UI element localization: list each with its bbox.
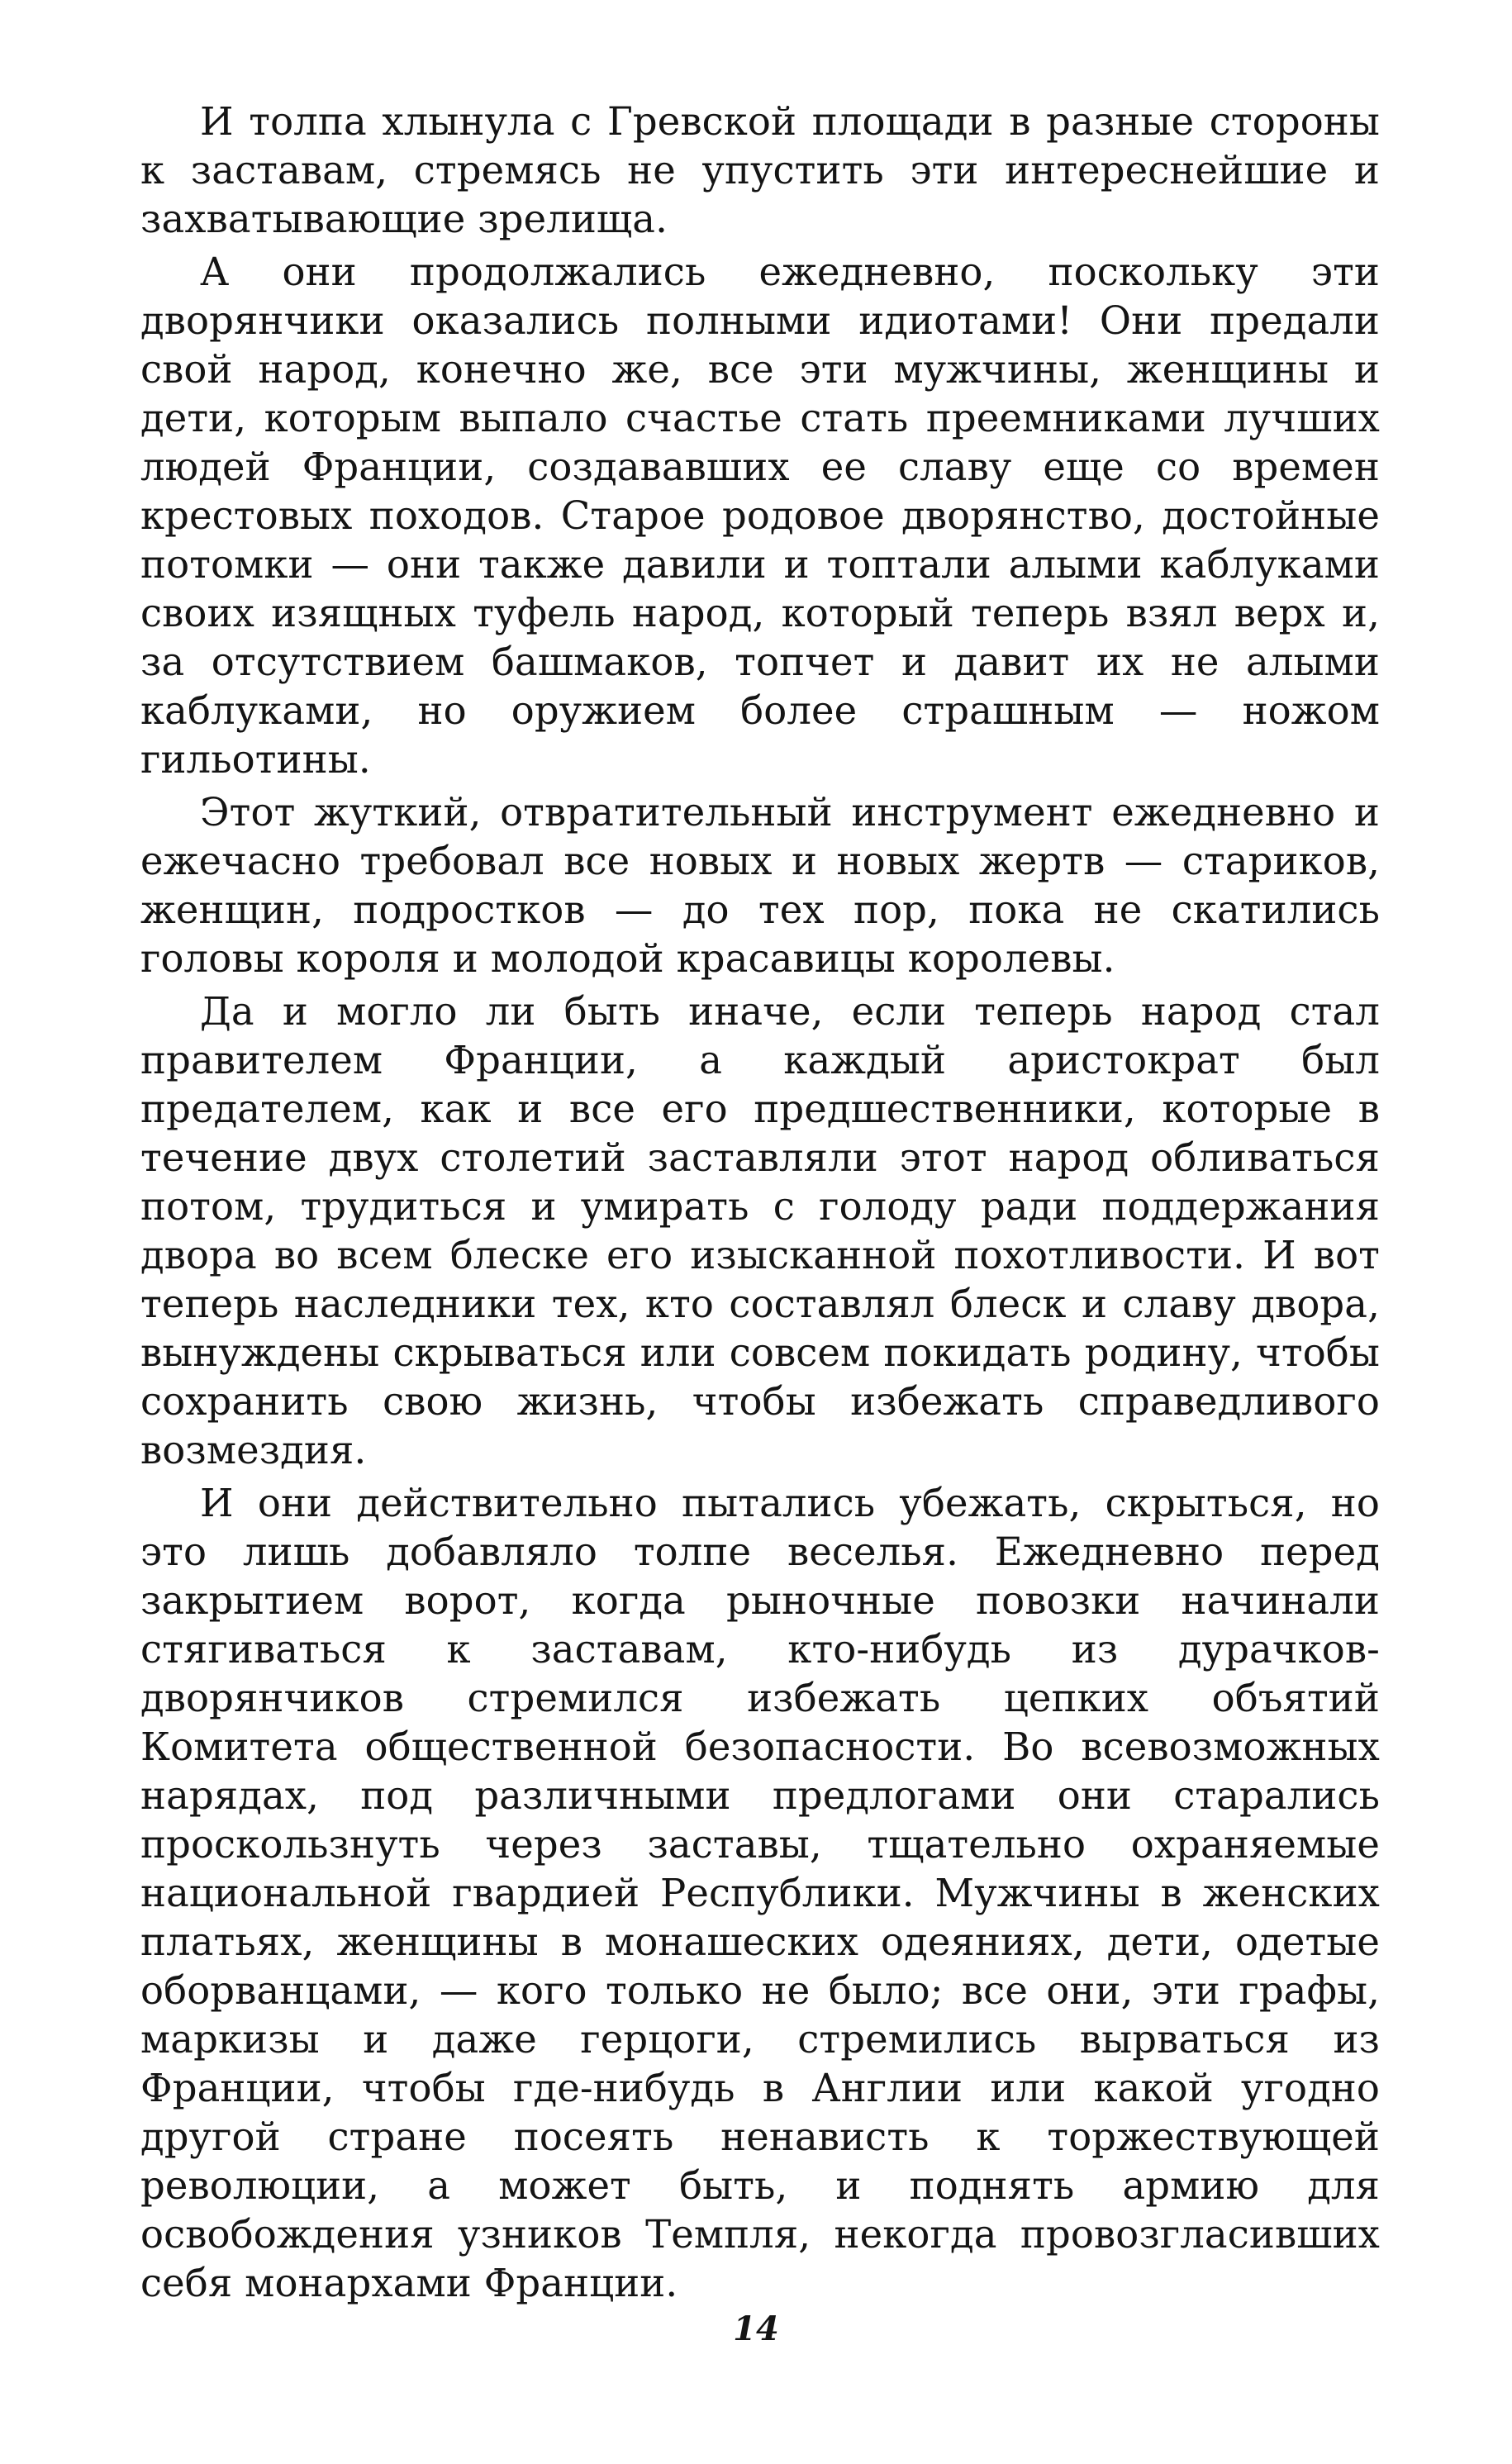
page-body xyxy=(140,98,1380,2308)
paragraph-4: Да и могло ли быть иначе, если теперь народ стал правителем Франции, а каждый аристократ был предателем, как и все его предшественники, которые в течение двух столетий заставляли этот народ обливаться потом, трудиться и умирать с голоду ради поддержания двора во всем блеске его изысканной похотливости. И вот теперь наследники тех, кто составлял блеск и славу двора, вынуждены скрываться или совсем покидать родину, чтобы сохранить свою жизнь, чтобы избежать справедливого возмездия. xyxy=(140,989,1380,1472)
paragraph-2: А они продолжались ежедневно, поскольку эти дворянчики оказались полными идиотами! Они предали свой народ, конечно же, все эти мужчины, женщины и дети, которым выпало счастье стать преемниками лучших людей Франции, создававших ее славу еще со времен крестовых походов. Старое родовое дворянство, достойные потомки — они также давили и топтали алыми каблуками своих изящных туфель народ, который теперь взял верх и, за отсутствием башмаков, топчет и давит их не алыми каблуками, но оружием более страшным — ножом гильотины. xyxy=(140,250,1380,782)
page-number: 14 xyxy=(733,2309,779,2348)
paragraph-3: Этот жуткий, отвратительный инструмент ежедневно и ежечасно требовал все новых и новых жертв — стариков, женщин, подростков — до тех пор, пока не скатились головы короля и молодой красавицы королевы. xyxy=(140,790,1380,981)
paragraph-1: И толпа хлынула с Гревской площади в разные стороны к заставам, стремясь не упустить эти интереснейшие и захватывающие зрелища. xyxy=(140,99,1380,241)
paragraph-5: И они действительно пытались убежать, скрыться, но это лишь добавляло толпе веселья. Ежедневно перед закрытием ворот, когда рыночные повозки начинали стягиваться к заставам, кто-нибудь из дурачков-дворянчиков стремился избежать цепких объятий Комитета общественной безопасности. Во всевозможных нарядах, под различными предлогами они старались проскользнуть через заставы, тщательно охраняемые национальной гвардией Республики. Мужчины в женских платьях, женщины в монашеских одеяниях, дети, одетые оборванцами, — кого только не было; все они, эти графы, маркизы и даже герцоги, стремились вырваться из Франции, чтобы где-нибудь в Англии или какой угодно другой стране посеять ненависть к торжествующей революции, а может быть, и поднять армию для освобождения узников Темпля, некогда провозгласивших себя монархами Франции. xyxy=(140,1481,1380,2305)
